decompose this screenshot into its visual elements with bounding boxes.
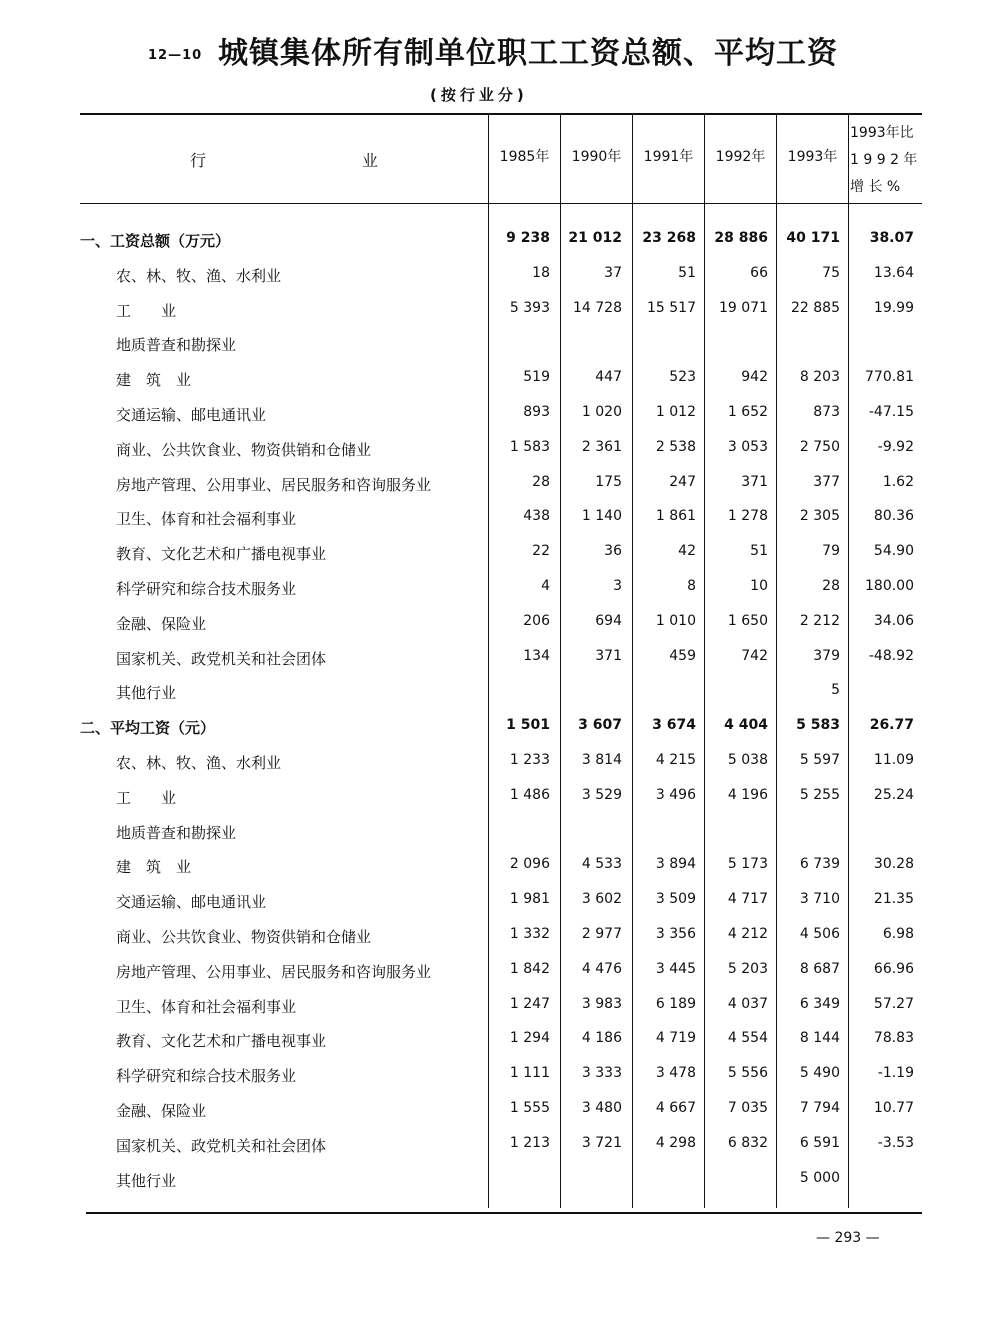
value-cell: 3 356: [655, 926, 696, 942]
value-cell: 1 278: [727, 508, 768, 525]
row-label: 工 业: [116, 301, 177, 320]
row-label: 科学研究和综合技术服务业: [116, 580, 297, 598]
table-row: [78, 1164, 922, 1198]
value-cell: 18: [532, 264, 550, 281]
value-cell: 4 215: [655, 752, 696, 768]
value-cell: 42: [678, 543, 696, 560]
value-cell: 28: [532, 473, 550, 490]
value-cell: 8 144: [799, 1030, 840, 1047]
value-cell: 7 794: [799, 1100, 840, 1116]
value-cell: 2 977: [581, 926, 622, 942]
header-industry-char-1: 行: [190, 151, 207, 170]
row-label: 房地产管理、公用事业、居民服务和咨询服务业: [116, 475, 432, 494]
growth-cell: 21.35: [873, 891, 914, 908]
value-cell: 5 393: [509, 299, 550, 316]
value-cell: 5 255: [799, 786, 840, 803]
value-cell: 4 533: [581, 856, 622, 873]
value-cell: 22 885: [791, 299, 840, 316]
value-cell: 40 171: [786, 230, 840, 246]
value-cell: 4 298: [655, 1134, 696, 1151]
value-cell: 36: [604, 543, 622, 560]
value-cell: 1 652: [727, 404, 768, 420]
value-cell: 3 480: [581, 1100, 622, 1116]
value-cell: 4 719: [655, 1030, 696, 1047]
row-label: 教育、文化艺术和广播电视事业: [116, 545, 327, 564]
value-cell: 22: [532, 543, 550, 560]
table-row: [78, 990, 922, 1024]
value-cell: 19 071: [719, 299, 768, 316]
value-cell: 247: [669, 473, 696, 490]
value-cell: 2 305: [799, 508, 840, 525]
value-cell: 75: [822, 264, 840, 281]
value-cell: 4 186: [581, 1030, 622, 1047]
growth-cell: 25.24: [873, 786, 914, 803]
growth-cell: 11.09: [873, 752, 914, 768]
value-cell: 7 035: [727, 1100, 768, 1116]
table-row: [78, 607, 922, 641]
value-cell: 1 501: [506, 717, 550, 734]
value-cell: 3 509: [655, 891, 696, 908]
value-cell: 175: [595, 473, 622, 490]
value-cell: 5 556: [727, 1065, 768, 1082]
value-cell: 4 404: [724, 717, 768, 734]
value-cell: 6 591: [799, 1134, 840, 1151]
growth-cell: -9.92: [877, 438, 914, 455]
header-growth-line-2: 1 9 9 2 年: [850, 152, 918, 168]
value-cell: 893: [523, 404, 550, 420]
value-cell: 1 486: [509, 786, 550, 803]
row-label: 金融、保险业: [116, 1102, 207, 1120]
growth-cell: -47.15: [868, 404, 914, 420]
section-row: [78, 711, 922, 745]
growth-cell: 57.27: [873, 995, 914, 1012]
growth-cell: 38.07: [869, 230, 914, 246]
value-cell: 438: [523, 508, 550, 525]
value-cell: 4: [541, 578, 550, 594]
value-cell: 4 212: [727, 926, 768, 942]
value-cell: 51: [750, 543, 768, 560]
value-cell: 5 000: [799, 1169, 840, 1186]
value-cell: 1 247: [509, 995, 550, 1012]
section-row: [78, 224, 922, 258]
value-cell: 3 496: [655, 786, 696, 803]
header-growth: [850, 120, 922, 201]
value-cell: 1 861: [655, 508, 696, 525]
top-rule: [80, 113, 922, 115]
value-cell: 3 814: [581, 752, 622, 768]
value-cell: 694: [595, 612, 622, 629]
row-label: 地质普查和勘探业: [116, 336, 237, 355]
value-cell: 1 010: [655, 612, 696, 629]
row-label: 商业、公共饮食业、物资供销和仓储业: [116, 440, 372, 459]
value-cell: 1 111: [509, 1065, 550, 1082]
value-cell: 523: [669, 369, 696, 386]
value-cell: 5 173: [727, 856, 768, 873]
value-cell: 1 012: [655, 404, 696, 420]
table-row: [78, 676, 922, 710]
value-cell: 5 203: [727, 960, 768, 977]
header-year-1985: 1985年: [499, 149, 550, 165]
value-cell: 8 687: [799, 960, 840, 977]
value-cell: 9 238: [506, 230, 550, 246]
table-row: [78, 885, 922, 919]
table-row: [78, 502, 922, 536]
table-row: [78, 816, 922, 850]
value-cell: 37: [604, 264, 622, 281]
table-row: [78, 398, 922, 432]
value-cell: 742: [741, 647, 768, 664]
row-label: 工 业: [116, 788, 177, 807]
value-cell: 1 583: [509, 438, 550, 455]
table-row: [78, 1094, 922, 1128]
table-row: [78, 259, 922, 293]
value-cell: 2 538: [655, 438, 696, 455]
value-cell: 1 233: [509, 752, 550, 768]
value-cell: 4 037: [727, 995, 768, 1012]
value-cell: 1 140: [581, 508, 622, 525]
row-label: 房地产管理、公用事业、居民服务和咨询服务业: [116, 962, 432, 981]
table-row: [78, 433, 922, 467]
value-cell: 1 842: [509, 960, 550, 977]
row-label: 二、平均工资（元）: [80, 719, 216, 738]
value-cell: 1 555: [509, 1100, 550, 1116]
value-cell: 873: [813, 404, 840, 420]
row-label: 农、林、牧、渔、水利业: [116, 266, 282, 285]
value-cell: 14 728: [573, 299, 622, 316]
row-label: 交通运输、邮电通讯业: [116, 893, 267, 912]
value-cell: 134: [523, 647, 550, 664]
value-cell: 4 476: [581, 960, 622, 977]
row-label: 教育、文化艺术和广播电视事业: [116, 1032, 327, 1051]
table-row: [78, 294, 922, 328]
value-cell: 2 096: [509, 856, 550, 873]
growth-cell: 10.77: [873, 1100, 914, 1116]
row-label: 建 筑 业: [116, 858, 192, 877]
table-title-text: 城镇集体所有制单位职工工资总额、平均工资: [218, 36, 838, 71]
header-year-1990: 1990年: [571, 149, 622, 165]
value-cell: 379: [813, 647, 840, 664]
value-cell: 4 717: [727, 891, 768, 908]
value-cell: 3 894: [655, 856, 696, 873]
value-cell: 519: [523, 369, 550, 386]
growth-cell: -3.53: [877, 1134, 914, 1151]
row-label: 卫生、体育和社会福利事业: [116, 997, 297, 1016]
value-cell: 371: [595, 647, 622, 664]
value-cell: 1 020: [581, 404, 622, 420]
header-year-1992: 1992年: [715, 149, 766, 165]
value-cell: 6 832: [727, 1134, 768, 1151]
value-cell: 21 012: [568, 230, 622, 246]
value-cell: 6 349: [799, 995, 840, 1012]
growth-cell: 80.36: [873, 508, 914, 525]
value-cell: 1 332: [509, 926, 550, 942]
value-cell: 51: [678, 264, 696, 281]
growth-cell: 180.00: [865, 578, 914, 594]
table-number: 12—10: [148, 48, 203, 63]
value-cell: 6 189: [655, 995, 696, 1012]
header-industry-char-2: 业: [362, 151, 379, 170]
table-row: [78, 642, 922, 676]
table-row: [78, 537, 922, 571]
value-cell: 4 554: [727, 1030, 768, 1047]
value-cell: 8: [687, 578, 696, 594]
value-cell: 3 721: [581, 1134, 622, 1151]
growth-cell: 78.83: [873, 1030, 914, 1047]
value-cell: 6 739: [799, 856, 840, 873]
value-cell: 3 710: [799, 891, 840, 908]
value-cell: 3 053: [727, 438, 768, 455]
row-label: 一、工资总额（万元）: [80, 232, 231, 250]
value-cell: 371: [741, 473, 768, 490]
value-cell: 23 268: [642, 230, 696, 246]
value-cell: 3 983: [581, 995, 622, 1012]
growth-cell: 66.96: [873, 960, 914, 977]
growth-cell: 54.90: [873, 543, 914, 560]
value-cell: 2 212: [799, 612, 840, 629]
row-label: 建 筑 业: [116, 371, 192, 390]
growth-cell: 19.99: [873, 299, 914, 316]
value-cell: 28: [822, 578, 840, 594]
value-cell: 10: [750, 578, 768, 594]
value-cell: 942: [741, 369, 768, 386]
growth-cell: 34.06: [873, 612, 914, 629]
value-cell: 206: [523, 612, 550, 629]
value-cell: 1 294: [509, 1030, 550, 1047]
row-label: 卫生、体育和社会福利事业: [116, 510, 297, 529]
value-cell: 5 490: [799, 1065, 840, 1082]
value-cell: 3 445: [655, 960, 696, 977]
table-row: [78, 468, 922, 502]
value-cell: 1 213: [509, 1134, 550, 1151]
value-cell: 3: [613, 578, 622, 594]
value-cell: 5 583: [796, 717, 840, 734]
value-cell: 3 602: [581, 891, 622, 908]
row-label: 商业、公共饮食业、物资供销和仓储业: [116, 928, 372, 946]
header-growth-line-1: 1993年比: [850, 125, 914, 141]
row-label: 地质普查和勘探业: [116, 823, 237, 842]
header-year-1991: 1991年: [643, 149, 694, 165]
row-label: 国家机关、政党机关和社会团体: [116, 649, 327, 668]
value-cell: 5: [831, 682, 840, 699]
row-label: 科学研究和综合技术服务业: [116, 1067, 297, 1086]
value-cell: 4 196: [727, 786, 768, 803]
value-cell: 3 529: [581, 786, 622, 803]
table-subtitle: (按行业分): [430, 86, 528, 104]
row-label: 交通运输、邮电通讯业: [116, 406, 267, 424]
table-row: [78, 920, 922, 954]
table-row: [78, 328, 922, 362]
header-growth-line-3: 增 长 %: [850, 179, 901, 195]
page-number: — 293 —: [816, 1230, 880, 1246]
growth-cell: 770.81: [865, 369, 914, 386]
value-cell: 66: [750, 264, 768, 281]
value-cell: 4 506: [799, 926, 840, 942]
table-row: [78, 1024, 922, 1058]
row-label: 金融、保险业: [116, 614, 207, 633]
table-row: [78, 850, 922, 884]
value-cell: 447: [595, 369, 622, 386]
value-cell: 8 203: [799, 369, 840, 386]
value-cell: 2 361: [581, 438, 622, 455]
growth-cell: 1.62: [882, 473, 914, 490]
value-cell: 377: [813, 473, 840, 490]
value-cell: 5 038: [727, 752, 768, 768]
table-row: [78, 955, 922, 989]
value-cell: 3 674: [652, 717, 696, 734]
growth-cell: 6.98: [882, 926, 914, 942]
value-cell: 3 607: [578, 717, 622, 734]
header-bottom-rule: [80, 203, 922, 204]
value-cell: 2 750: [799, 438, 840, 455]
row-label: 其他行业: [116, 1171, 177, 1190]
value-cell: 3 333: [581, 1065, 622, 1082]
growth-cell: -48.92: [868, 647, 914, 664]
table-row: [78, 1129, 922, 1163]
value-cell: 1 650: [727, 612, 768, 629]
growth-cell: 30.28: [873, 856, 914, 873]
row-label: 国家机关、政党机关和社会团体: [116, 1136, 327, 1155]
value-cell: 3 478: [655, 1065, 696, 1082]
growth-cell: 13.64: [873, 264, 914, 281]
growth-cell: 26.77: [869, 717, 914, 734]
value-cell: 15 517: [647, 299, 696, 316]
value-cell: 79: [822, 543, 840, 560]
row-label: 其他行业: [116, 684, 177, 703]
value-cell: 28 886: [714, 230, 768, 246]
growth-cell: -1.19: [877, 1065, 914, 1082]
table-row: [78, 781, 922, 815]
table-title: [148, 28, 868, 78]
value-cell: 5 597: [799, 752, 840, 768]
table-row: [78, 1059, 922, 1093]
value-cell: 459: [669, 647, 696, 664]
header-year-1993: 1993年: [787, 149, 838, 165]
table-row: [78, 746, 922, 780]
bottom-rule: [86, 1212, 922, 1214]
value-cell: 1 981: [509, 891, 550, 908]
table-row: [78, 572, 922, 606]
row-label: 农、林、牧、渔、水利业: [116, 754, 282, 772]
value-cell: 4 667: [655, 1100, 696, 1116]
table-row: [78, 363, 922, 397]
